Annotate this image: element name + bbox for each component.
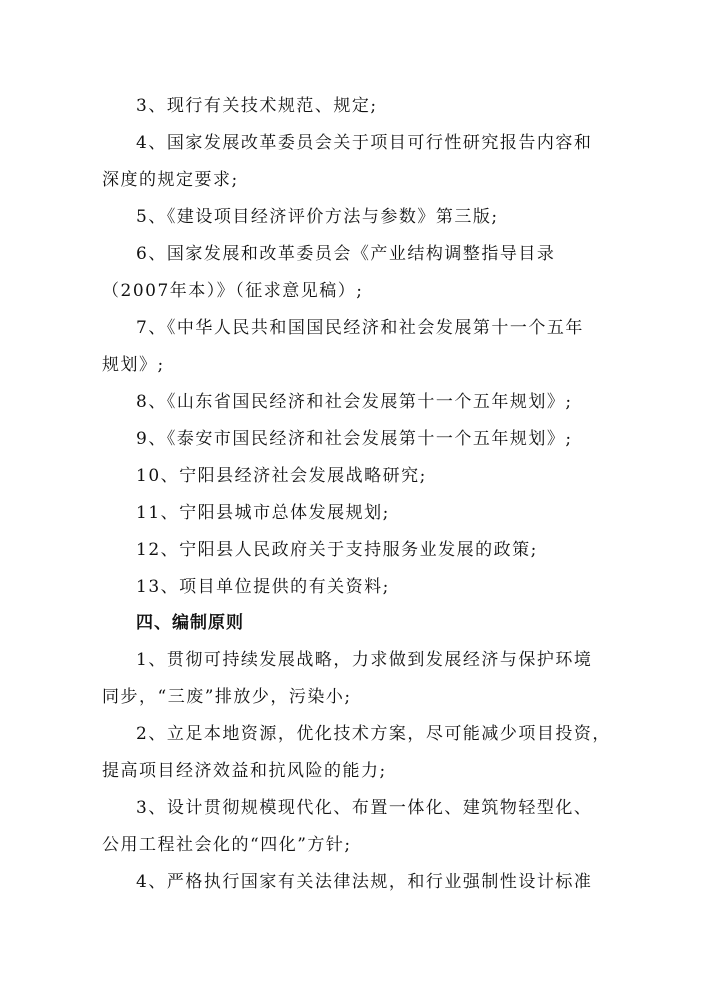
reference-item-5: 5、《建设项目经济评价方法与参数》第三版; <box>136 207 499 227</box>
reference-item-6-continued: （2007年本）》（征求意见稿）; <box>102 281 364 301</box>
principle-item-2-continued: 提高项目经济效益和抗风险的能力; <box>102 761 387 781</box>
reference-item-9: 9、《泰安市国民经济和社会发展第十一个五年规划》; <box>136 429 573 449</box>
reference-item-3: 3、现行有关技术规范、规定; <box>136 96 378 116</box>
reference-item-7: 7、《中华人民共和国国民经济和社会发展第十一个五年 <box>136 318 584 338</box>
reference-item-8: 8、《山东省国民经济和社会发展第十一个五年规划》; <box>136 392 573 412</box>
principle-item-1: 1、贯彻可持续发展战略，力求做到发展经济与保护环境 <box>136 650 593 670</box>
principle-item-3-continued: 公用工程社会化的“四化”方针; <box>102 835 352 855</box>
reference-item-13: 13、项目单位提供的有关资料; <box>136 577 390 597</box>
reference-item-11: 11、宁阳县城市总体发展规划; <box>136 503 390 523</box>
reference-item-4-continued: 深度的规定要求; <box>102 170 239 190</box>
principle-item-2: 2、立足本地资源，优化技术方案，尽可能减少项目投资， <box>136 724 611 744</box>
reference-item-10: 10、宁阳县经济社会发展战略研究; <box>136 466 427 486</box>
reference-item-12: 12、宁阳县人民政府关于支持服务业发展的政策; <box>136 540 538 560</box>
principle-item-3: 3、设计贯彻规模现代化、布置一体化、建筑物轻型化、 <box>136 798 593 818</box>
principle-item-1-continued: 同步，“三废”排放少，污染小; <box>102 687 352 707</box>
section-heading-principles: 四、编制原则 <box>136 613 244 633</box>
reference-item-4: 4、国家发展改革委员会关于项目可行性研究报告内容和 <box>136 133 593 153</box>
reference-item-7-continued: 规划》; <box>102 355 165 375</box>
reference-item-6: 6、国家发展和改革委员会《产业结构调整指导目录 <box>136 244 556 264</box>
principle-item-4: 4、严格执行国家有关法律法规，和行业强制性设计标准 <box>136 872 593 892</box>
